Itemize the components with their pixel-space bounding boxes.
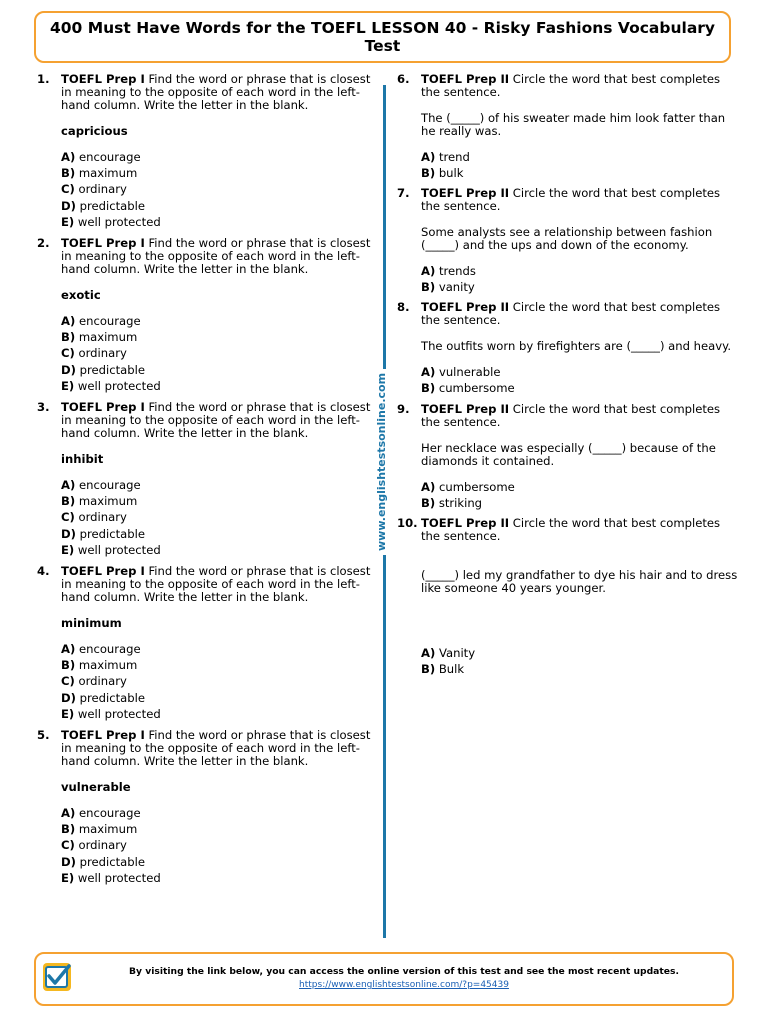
question-prompt: Circle the word that best completes the sentence. [421,186,721,213]
question-sentence: The outfits worn by firefighters are (_____) and heavy. [421,338,732,353]
question-prompt: Find the word or phrase that is closest in meaning to the opposite of each word in the left-hand column. Write the letter in the blank. [61,564,371,604]
question-prompt: Find the word or phrase that is closest in meaning to the opposite of each word in the left-hand column. Write the letter in the blank. [61,400,371,440]
question-5 [37,729,372,893]
option-d[interactable]: D) predictable [61,854,145,869]
options-list [61,807,372,885]
option-b[interactable]: B) striking [421,495,483,510]
question-3 [37,401,372,565]
question-label: TOEFL Prep I [61,400,145,414]
option-c[interactable]: C) ordinary [61,346,127,361]
options-list [61,479,372,557]
option-b[interactable]: B) maximum [61,821,138,836]
question-prompt: Find the word or phrase that is closest in meaning to the opposite of each word in the left-hand column. Write the letter in the blank. [61,236,371,276]
question-instruction [421,403,742,429]
question-2 [37,237,372,401]
question-number: 6. [397,72,410,86]
question-instruction [61,565,372,604]
question-prompt: Circle the word that best completes the sentence. [421,516,721,543]
question-label: TOEFL Prep I [61,564,145,578]
question-sentence: Her necklace was especially (_____) because of the diamonds it contained. [421,440,716,468]
question-label: TOEFL Prep I [61,236,145,250]
option-e[interactable]: E) well protected [61,214,161,229]
option-a[interactable]: A) cumbersome [421,479,515,494]
question-number: 8. [397,300,410,314]
option-b[interactable]: B) vanity [421,279,475,294]
option-b[interactable]: B) maximum [61,657,138,672]
question-label: TOEFL Prep II [421,516,510,530]
footer-box [34,952,734,1006]
options-list [421,265,742,294]
options-list [61,315,372,393]
question-number: 1. [37,72,50,86]
question-prompt: Circle the word that best completes the sentence. [421,402,721,429]
question-instruction [421,187,742,213]
options-list [421,647,742,676]
options-list [61,643,372,721]
question-number: 5. [37,728,50,742]
option-a[interactable]: A) encourage [61,805,141,820]
options-list [61,151,372,229]
question-sentence: The (_____) of his sweater made him look fatter than he really was. [421,110,726,138]
question-instruction [61,729,372,768]
question-prompt: Find the word or phrase that is closest in meaning to the opposite of each word in the left-hand column. Write the letter in the blank. [61,72,371,112]
options-list [421,366,742,395]
option-a[interactable]: A) encourage [61,313,141,328]
question-instruction [421,517,742,543]
option-a[interactable]: A) vulnerable [421,364,501,379]
question-number: 4. [37,564,50,578]
option-a[interactable]: A) encourage [61,641,141,656]
question-7 [397,187,742,301]
option-b[interactable]: B) bulk [421,165,464,180]
option-d[interactable]: D) predictable [61,690,145,705]
question-number: 9. [397,402,410,416]
title-box [34,11,731,63]
option-a[interactable]: A) Vanity [421,645,476,660]
question-label: TOEFL Prep II [421,402,510,416]
question-number: 7. [397,186,410,200]
question-instruction [61,237,372,276]
vocab-word: minimum [61,615,122,630]
question-number: 10. [397,516,418,530]
option-b[interactable]: B) maximum [61,165,138,180]
option-b[interactable]: B) Bulk [421,661,465,676]
question-label: TOEFL Prep II [421,72,510,86]
vocab-word: capricious [61,123,128,138]
options-list [421,151,742,180]
option-e[interactable]: E) well protected [61,378,161,393]
question-instruction [421,301,742,327]
option-b[interactable]: B) maximum [61,493,138,508]
side-url: www.englishtestsonline.com [375,369,388,555]
right-column [397,73,742,676]
option-e[interactable]: E) well protected [61,706,161,721]
vocab-word: inhibit [61,451,104,466]
question-label: TOEFL Prep II [421,186,510,200]
question-label: TOEFL Prep I [61,728,145,742]
question-6 [397,73,742,187]
question-label: TOEFL Prep II [421,300,510,314]
options-list [421,481,742,510]
option-d[interactable]: D) predictable [61,362,145,377]
question-prompt: Find the word or phrase that is closest in meaning to the opposite of each word in the left-hand column. Write the letter in the blank. [61,728,371,768]
question-prompt: Circle the word that best completes the sentence. [421,72,721,99]
question-label: TOEFL Prep I [61,72,145,86]
question-1 [37,73,372,237]
option-a[interactable]: A) trends [421,263,476,278]
vocab-word: vulnerable [61,779,131,794]
question-number: 2. [37,236,50,250]
option-e[interactable]: E) well protected [61,870,161,885]
option-b[interactable]: B) maximum [61,329,138,344]
question-8 [397,301,742,403]
question-sentence: (_____) led my grandfather to dye his hair and to dress like someone 40 years younger. [421,567,738,595]
question-number: 3. [37,400,50,414]
question-prompt: Circle the word that best completes the sentence. [421,300,721,327]
question-10 [397,517,742,676]
option-c[interactable]: C) ordinary [61,674,127,689]
option-c[interactable]: C) ordinary [61,182,127,197]
footer-text: By visiting the link below, you can access the online version of this test and see the most recent updates. [129,966,679,977]
vocab-word: exotic [61,287,101,302]
left-column [37,73,372,893]
page-title: 400 Must Have Words for the TOEFL LESSON 40 - Risky Fashions Vocabulary Test [49,19,716,55]
question-instruction [61,73,372,112]
option-a[interactable]: A) encourage [61,477,141,492]
option-c[interactable]: C) ordinary [61,838,127,853]
option-d[interactable]: D) predictable [61,526,145,541]
question-instruction [61,401,372,440]
option-a[interactable]: A) encourage [61,149,141,164]
option-c[interactable]: C) ordinary [61,510,127,525]
option-a[interactable]: A) trend [421,149,470,164]
option-e[interactable]: E) well protected [61,542,161,557]
question-sentence: Some analysts see a relationship between fashion (_____) and the ups and down of the economy. [421,224,713,252]
checkbox-logo-icon [42,962,72,992]
option-b[interactable]: B) cumbersome [421,381,515,396]
question-instruction [421,73,742,99]
footer-link[interactable]: https://www.englishtestsonline.com/?p=45439 [299,980,509,990]
question-4 [37,565,372,729]
question-9 [397,403,742,517]
option-d[interactable]: D) predictable [61,198,145,213]
